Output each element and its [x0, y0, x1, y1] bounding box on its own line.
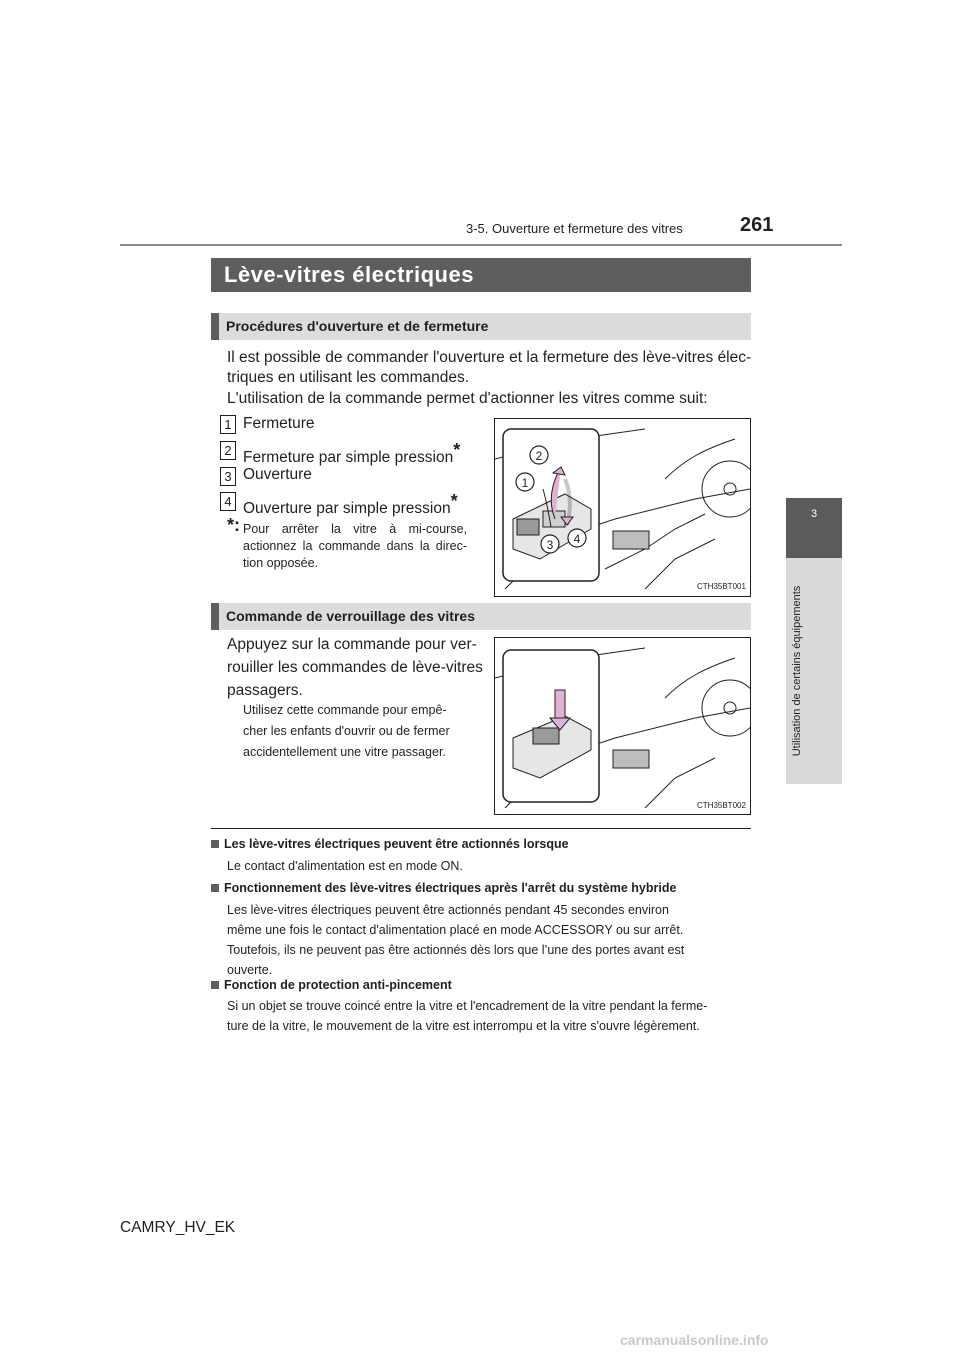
chapter-tab [786, 498, 842, 558]
window-switch-illustration [495, 419, 750, 596]
note-line: Les lève-vitres électriques peuvent être actionnés pendant 45 secondes environ [227, 903, 669, 917]
page-number: 261 [740, 214, 774, 236]
bullet-square-icon [211, 840, 219, 848]
footnote-star: * [450, 491, 458, 511]
note-heading-3: Fonction de protection anti-pincement [211, 978, 452, 992]
step-number-3: 3 [220, 467, 236, 486]
step-number-2: 2 [220, 441, 236, 460]
figure-code: CTH35BT001 [697, 582, 746, 591]
model-code: CAMRY_HV_EK [120, 1219, 236, 1236]
lock-note-line: accidentellement une vitre passager. [243, 745, 446, 759]
step-label-4: Ouverture par simple pression* [243, 491, 458, 518]
note-heading-1: Les lève-vitres électriques peuvent être actionnés lorsque [211, 837, 569, 851]
window-lock-illustration [495, 638, 750, 814]
lock-note-line: cher les enfants d'ouvrir ou de fermer [243, 724, 450, 738]
callout-3: 3 [546, 538, 554, 552]
lock-note-line: Utilisez cette commande pour empê- [243, 703, 447, 717]
figure-code: CTH35BT002 [697, 801, 746, 810]
callout-4: 4 [573, 532, 581, 546]
watermark: carmanualsonline.info [620, 1332, 769, 1348]
note-text-1: Le contact d'alimentation est en mode ON. [227, 859, 463, 873]
intro-line: Il est possible de commander l'ouverture et la fermeture des lève-vitres élec- [227, 349, 752, 366]
footnote-text: Pour arrêter la vitre à mi-course, actionnez la commande dans la direc-tion opposée. [243, 522, 467, 570]
note-line: Toutefois, ils ne peuvent pas être actionnés dès lors que l’une des portes avant est [227, 943, 685, 957]
lock-instruction-line: passagers. [227, 682, 303, 699]
chapter-number: 3 [810, 508, 818, 520]
callout-1: 1 [521, 476, 529, 490]
footnote-mark: *: [227, 515, 240, 535]
step-label-3: Ouverture [243, 466, 312, 483]
notes-divider [211, 828, 751, 829]
note-text-2 [227, 900, 746, 980]
intro-line: L'utilisation de la commande permet d'actionner les vitres comme suit: [227, 390, 708, 407]
chapter-title: Utilisation de certains équipements [791, 585, 803, 757]
lock-note [243, 700, 484, 763]
note-line: ouverte. [227, 963, 273, 977]
lock-instruction [227, 633, 484, 702]
bullet-square-icon [211, 981, 219, 989]
callout-2: 2 [535, 449, 543, 463]
section-heading-open-close: Procédures d'ouverture et de fermeture [226, 318, 489, 334]
lock-instruction-line: rouiller les commandes de lève-vitres [227, 659, 483, 676]
header-rule [120, 244, 842, 246]
note-line: même une fois le contact d'alimentation placé en mode ACCESSORY ou sur arrêt. [227, 923, 684, 937]
section-heading-lock: Commande de verrouillage des vitres [226, 608, 475, 624]
intro-line: triques en utilisant les commandes. [227, 369, 470, 386]
note-line: Si un objet se trouve coincé entre la vitre et l'encadrement de la vitre pendant la ferme- [227, 999, 708, 1013]
step-label-2: Fermeture par simple pression* [243, 440, 461, 467]
step-number-1: 1 [220, 415, 236, 434]
page-title: Lève-vitres électriques [224, 262, 474, 287]
running-header-section: 3-5. Ouverture et fermeture des vitres [466, 221, 683, 236]
note-line: ture de la vitre, le mouvement de la vitre est interrompu et la vitre s'ouvre légèrement. [227, 1019, 700, 1033]
lock-instruction-line: Appuyez sur la commande pour ver- [227, 636, 477, 653]
step-label-1: Fermeture [243, 415, 315, 432]
figure-window-lock [494, 637, 751, 815]
step-number-4: 4 [220, 492, 236, 511]
figure-window-switches [494, 418, 751, 597]
bullet-square-icon [211, 884, 219, 892]
section-heading-accent [211, 313, 219, 340]
footnote-star: * [453, 440, 461, 460]
note-text-3 [227, 996, 746, 1036]
note-heading-2: Fonctionnement des lève-vitres électriques après l'arrêt du système hybride [211, 881, 676, 895]
section-heading-accent [211, 603, 219, 630]
